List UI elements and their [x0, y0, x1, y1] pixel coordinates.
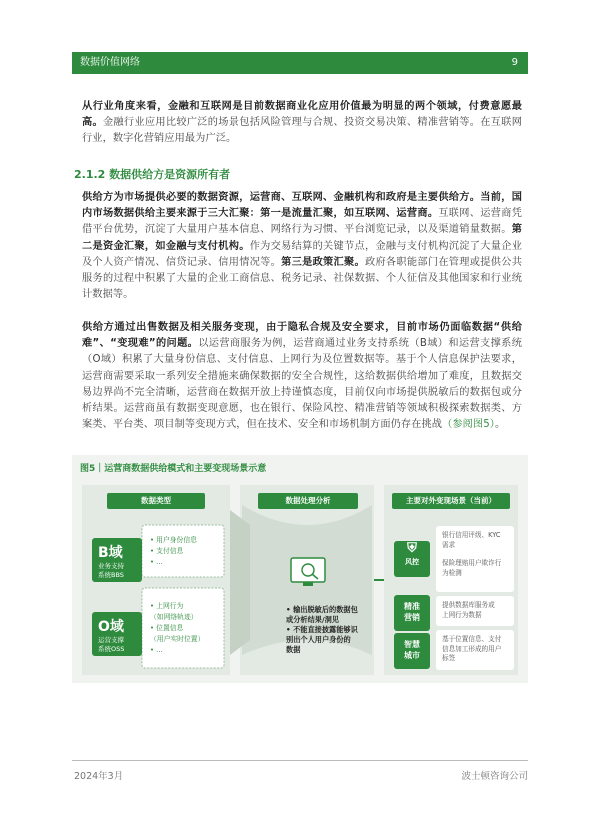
shield-icon: ⛨: [407, 541, 417, 556]
use-risk-desc: [442, 531, 501, 578]
use-desc-line: [442, 550, 501, 559]
use-risk-name: 风控: [405, 558, 419, 566]
o-item: （用户实时位置）: [150, 635, 205, 643]
process-line: 别出个人用户身份的: [286, 635, 351, 644]
use-desc-line: 基于位置信息、支付: [442, 635, 502, 643]
supply-text-3: 政府各职能部门在管理或提供公共服务的过程中积累了大量的企业工商信息、税务记录、社保数据、个人征信及其他国家和行业统计数据等。: [82, 256, 522, 301]
use-city-box: [394, 633, 430, 669]
o-item: • 上网行为: [150, 602, 184, 610]
b-domain-sub1: 业务支持: [98, 562, 124, 570]
monitor-icon: [291, 558, 325, 586]
paragraph-industry-text: 金融行业应用比较广泛的场景包括风险管理与合规、投资交易决策、精准营销等。在互联网行业，数字化营销应用最为广泛。: [82, 117, 522, 145]
b-item: • 支付信息: [150, 547, 184, 555]
use-city-name: 智慧城市: [404, 640, 420, 660]
o-item: • 位置信息: [150, 624, 184, 632]
funnel-left-edge: [230, 510, 250, 655]
page-header: [72, 52, 528, 74]
figure-5: [72, 455, 528, 683]
processing-text: [286, 605, 358, 655]
process-line: 或分析结果/洞见: [286, 615, 339, 624]
paragraph-supply: [82, 190, 522, 303]
o-domain-sub1: 运营支撑: [98, 636, 124, 644]
supply-bold-2: 第二是资金汇聚，如金融与支付机构。: [82, 224, 522, 252]
use-desc-line: 需求: [442, 540, 456, 549]
footer-date: 2024年3月: [74, 771, 124, 782]
o-domain-sub2: 系统OSS: [98, 645, 125, 653]
use-marketing-box: [394, 595, 430, 631]
col-header-data-type: 数据类型: [107, 493, 205, 509]
use-marketing-desc: [442, 601, 495, 620]
b-item: • ...: [150, 558, 163, 566]
b-domain-name: B域: [98, 545, 123, 561]
o-item: （如网络轨迹）: [150, 613, 198, 621]
paragraph-monetize: [82, 320, 522, 433]
supply-bold-3: 第三是政策汇聚。: [281, 256, 365, 268]
supply-bold-1: 供给方为市场提供必要的数据资源，运营商、互联网、金融机构和政府是主要供给方。当前，国内市场数据供给主要来源于三大汇聚：第一是流量汇聚，如互联网、运营商。: [82, 192, 522, 220]
o-domain-items: [150, 601, 204, 656]
use-desc-line: 银行信用评级、KYC: [442, 531, 501, 539]
use-desc-line: 信息加工形成的用户: [442, 644, 502, 653]
use-desc-line: 标签: [442, 654, 456, 662]
section-heading: 2.1.2 数据供给方是资源所有者: [74, 168, 231, 181]
use-desc-line: 保险理赔用户欺诈行: [442, 559, 502, 567]
o-domain-box: [92, 612, 142, 656]
supply-text-1: 互联网、运营商凭借平台优势，沉淀了大量用户基本信息、网络行为习惯、平台浏览记录，以及渠道销量数据。: [82, 208, 522, 236]
footer-divider: [72, 760, 528, 761]
use-desc-line: 上网行为数据: [442, 610, 482, 619]
paragraph-industry: [82, 99, 522, 148]
header-title: 数据价值网络: [80, 57, 140, 68]
monetize-bold: 供给方通过出售数据及相关服务变现，由于隐私合规及安全要求，目前市场仍面临数据“供给难”、“变现难”的问题。: [82, 322, 522, 350]
process-line: 数据: [286, 645, 301, 654]
process-line: • 输出脱敏后的数据包: [286, 605, 358, 614]
process-line: • 不能直接披露能够识: [286, 625, 358, 634]
col-header-processing: 数据处理分析: [258, 493, 358, 509]
b-domain-items: [150, 535, 197, 568]
use-risk-box: [394, 541, 430, 577]
b-item: • 用户身份信息: [150, 536, 197, 544]
monetize-text: 以运营商服务为例，运营商通过业务支持系统（B域）和运营支撑系统（O域）积累了大量身份信息、支付信息、上网行为及位置数据等。基于个人信息保护法要求，运营商需要采取一系列安全措施来确保数据的安全合规性，这给数据供给增加了难度，且数据交易边界尚不完全清晰，运营商在数据开放上持谨慎态度，目前仅向市场提供脱敏后的数据包或分析结果。运营商虽有数据变现意愿，也在银行、保险风控、精准营销等领域积极探索数据类、方案类、平台类、项目制等变现方式，但在技术、安全和市场机制方面仍存在挑战: [82, 338, 522, 431]
page-number: 9: [511, 57, 518, 68]
use-desc-line: 提供数据库服务或: [442, 601, 495, 609]
o-domain-name: O域: [98, 619, 124, 635]
figure-title-text: 运营商数据供给模式和主要变现场景示意: [104, 464, 267, 474]
col-header-uses: 主要对外变现场景（当前）: [392, 493, 510, 509]
o-item: • ...: [150, 646, 163, 654]
footer-org: 波士顿咨询公司: [461, 771, 528, 782]
use-city-desc: [442, 635, 501, 664]
b-domain-box: [92, 538, 142, 582]
use-desc-line: 为检测: [442, 568, 462, 577]
b-domain-sub2: 系统BBS: [98, 571, 124, 579]
figure-reference-link[interactable]: （参阅图5）: [442, 419, 495, 431]
supply-text-2: 作为交易结算的关键节点，金融与支付机构沉淀了大量企业及个人资产情况、信贷记录、信用情况等。: [82, 240, 522, 268]
monetize-end: 。: [494, 419, 506, 431]
use-marketing-name: 精准营销: [404, 602, 420, 622]
paragraph-industry-bold: 从行业角度来看，金融和互联网是目前数据商业化应用价值最为明显的两个领域，付费意愿最高。: [82, 101, 522, 129]
figure-label: 图5｜: [80, 464, 105, 474]
